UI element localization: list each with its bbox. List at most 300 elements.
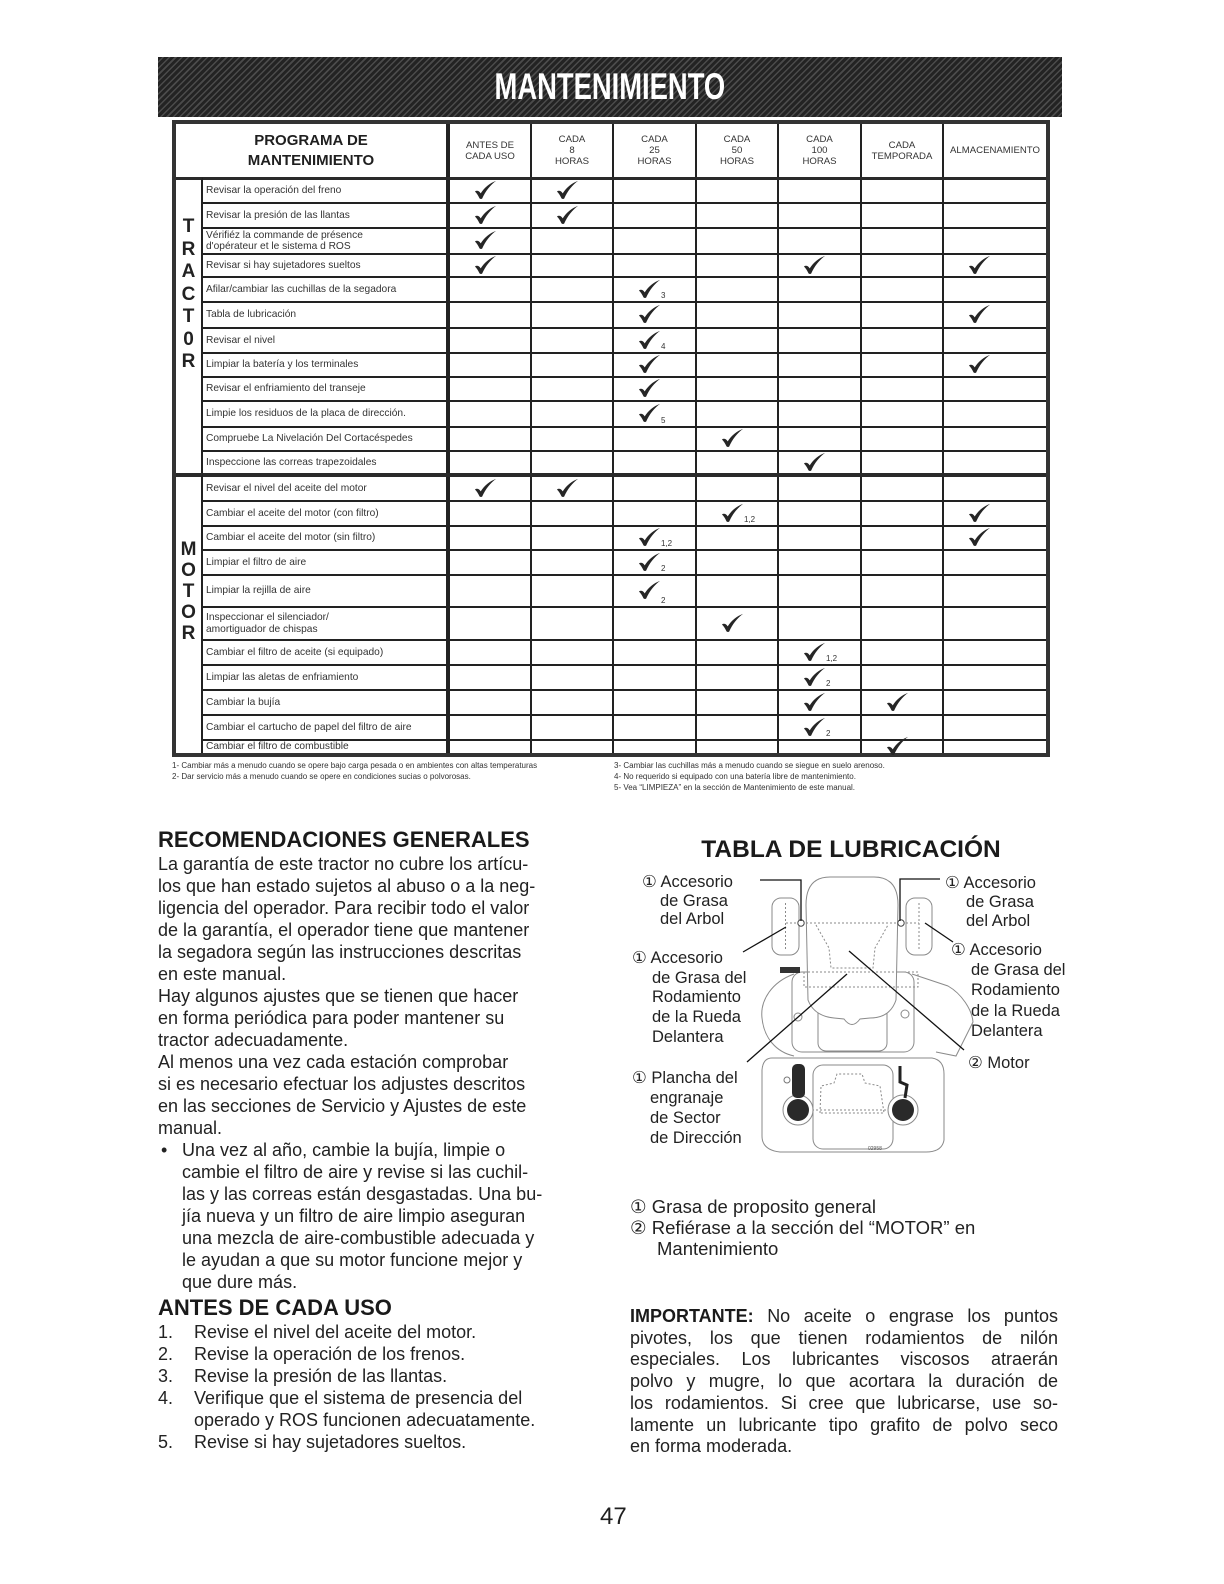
important-line [630, 1415, 1058, 1437]
check-footnote-ref: 2 [826, 729, 831, 738]
task-row [203, 606, 1046, 639]
bullet-text: que dure más. [182, 1272, 298, 1292]
check-icon [968, 503, 991, 523]
task-label [203, 204, 450, 227]
check-icon [721, 428, 744, 448]
footnote: 3- Cambiar las cuchillas más a menudo cuando se siegue en suelo arenoso. [614, 761, 885, 770]
callout-shaft-left [642, 873, 733, 929]
callout-text: Plancha del [651, 1069, 738, 1087]
interval-cell-cada25 [614, 354, 697, 376]
task-label-line: Inspeccionar el silenciador/ [206, 612, 329, 623]
interval-cell-cada25 [614, 303, 697, 327]
paragraph-line: tractor adecuadamente. [158, 1030, 349, 1050]
task-label [203, 428, 450, 450]
check-icon [968, 354, 991, 374]
task-label [203, 477, 450, 500]
check-icon [721, 503, 744, 523]
interval-cell-temporada [862, 180, 944, 202]
callout-line [632, 1068, 742, 1088]
interval-cell-almacenamiento [944, 576, 1046, 606]
grease-marker-icon: ① [945, 874, 960, 892]
task-label [203, 641, 450, 664]
interval-cell-antes [450, 666, 532, 689]
task-label-line: Cambiar la bujía [206, 696, 281, 708]
callout-line [642, 892, 733, 911]
interval-cell-cada8 [532, 255, 614, 276]
interval-cell-almacenamiento [944, 229, 1046, 253]
check-icon [638, 330, 661, 350]
column-header-line: CADA [723, 134, 751, 145]
interval-cell-almacenamiento [944, 255, 1046, 276]
task-label-line: Limpiar las aletas de enfriamiento [206, 671, 359, 683]
interval-cell-cada50 [697, 502, 779, 525]
interval-cell-cada8 [532, 551, 614, 574]
interval-cell-cada50 [697, 229, 779, 253]
column-header-cada100 [779, 124, 862, 177]
interval-cell-cada8 [532, 180, 614, 202]
task-label-line: Limpiar la rejilla de aire [206, 585, 311, 597]
bullet-line [158, 1205, 598, 1227]
check-footnote-ref: 5 [661, 416, 666, 425]
column-header-line: HORAS [637, 156, 672, 167]
important-label: IMPORTANTE: [630, 1306, 754, 1326]
column-header-line: ANTES DE [466, 139, 514, 151]
interval-cell-temporada [862, 204, 944, 227]
task-label [203, 255, 450, 276]
list-number: 1. [158, 1322, 174, 1342]
task-row [203, 352, 1046, 376]
interval-cell-cada50 [697, 641, 779, 664]
interval-cell-almacenamiento [944, 716, 1046, 739]
footnote: 5- Vea “LIMPIEZA” en la sección de Mantenimiento de este manual. [614, 783, 856, 792]
task-label [203, 502, 450, 525]
interval-cell-cada8 [532, 502, 614, 525]
interval-cell-cada25 [614, 608, 697, 639]
section-banner [158, 57, 1062, 117]
section-letter: C [181, 283, 196, 305]
task-label-line: amortiguador de chispas [206, 623, 318, 635]
important-text: especiales. Los lubricantes viscosos atraerán [630, 1349, 1058, 1370]
task-row [203, 574, 1046, 606]
check-footnote-ref: 2 [661, 596, 666, 605]
column-header-cada8 [532, 124, 614, 177]
column-header-line: 8 [569, 145, 575, 156]
interval-cell-cada50 [697, 255, 779, 276]
check-icon [474, 478, 497, 498]
interval-cell-temporada [862, 641, 944, 664]
rear-left-wheel [787, 1099, 809, 1121]
interval-cell-cada8 [532, 354, 614, 376]
interval-cell-cada25 [614, 378, 697, 400]
bullet-icon: • [161, 1140, 168, 1160]
callout-text: Delantera [971, 1021, 1043, 1040]
schedule-title [176, 124, 450, 177]
interval-cell-almacenamiento [944, 691, 1046, 714]
interval-cell-cada25 [614, 641, 697, 664]
task-label [203, 691, 450, 714]
interval-cell-cada100 [779, 329, 862, 352]
interval-cell-antes [450, 303, 532, 327]
check-icon [474, 205, 497, 225]
interval-cell-cada8 [532, 608, 614, 639]
interval-cell-cada50 [697, 180, 779, 202]
interval-cell-temporada [862, 527, 944, 549]
maintenance-schedule-table [172, 120, 1050, 757]
task-label [203, 278, 450, 301]
grease-marker-icon: ① [632, 1069, 647, 1087]
callout-line [632, 969, 746, 989]
section-letter: M [180, 539, 197, 560]
task-label [203, 303, 450, 327]
section-letter: 0 [183, 328, 194, 350]
task-label-line: Revisar la operación del freno [206, 185, 342, 197]
important-text: en forma moderada. [630, 1436, 793, 1457]
task-label-line: Cambiar el filtro de combustible [206, 741, 349, 753]
column-header-line: HORAS [554, 156, 590, 167]
recommendations-body [158, 853, 598, 1293]
interval-cell-antes [450, 551, 532, 574]
task-row [203, 327, 1046, 352]
paragraph-line: en este manual. [158, 964, 287, 984]
important-line [630, 1306, 1058, 1328]
task-row [203, 664, 1046, 689]
interval-cell-cada25 [614, 477, 697, 500]
schedule-footnotes-left [172, 760, 537, 782]
callout-text: de Grasa [660, 891, 728, 910]
list-item-line [158, 1431, 598, 1453]
interval-cell-antes [450, 180, 532, 202]
check-icon [556, 478, 579, 498]
interval-cell-cada50 [697, 666, 779, 689]
interval-cell-cada100 [779, 502, 862, 525]
list-number: 5. [158, 1432, 174, 1452]
grease-marker-icon: ② [968, 1054, 983, 1072]
callout-front-wheel-left [632, 949, 746, 1048]
interval-cell-temporada [862, 378, 944, 400]
interval-cell-almacenamiento [944, 402, 1046, 426]
legend-marker-icon: ① [630, 1196, 647, 1217]
interval-cell-cada50 [697, 428, 779, 450]
task-row [203, 500, 1046, 525]
check-icon [638, 527, 661, 547]
interval-cell-temporada [862, 741, 944, 753]
bullet-text: le ayudan a que su motor funcione mejor y [182, 1250, 523, 1270]
paragraph-line: ligencia del operador. Para recibir todo el valor [158, 898, 530, 918]
lubrication-legend [630, 1196, 975, 1259]
callout-line [632, 949, 746, 969]
interval-cell-almacenamiento [944, 452, 1046, 473]
interval-cell-cada8 [532, 378, 614, 400]
interval-cell-cada25 [614, 576, 697, 606]
section-label-motor [176, 473, 203, 753]
before-use-heading: ANTES DE CADA USO [158, 1295, 392, 1320]
interval-cell-antes [450, 278, 532, 301]
interval-cell-cada100 [779, 641, 862, 664]
column-header-line: 25 [649, 145, 660, 156]
callout-text: Delantera [652, 1027, 724, 1046]
paragraph-line: Al menos una vez cada estación comprobar [158, 1052, 509, 1072]
task-label-line: Revisar si hay sujetadores sueltos [206, 259, 361, 271]
interval-cell-almacenamiento [944, 551, 1046, 574]
list-number: 2. [158, 1344, 174, 1364]
callout-text: de Grasa del [652, 968, 747, 987]
task-label-line: Vérifiéz la commande de présence [206, 229, 363, 241]
check-footnote-ref: 2 [661, 564, 666, 573]
interval-cell-antes [450, 204, 532, 227]
list-item-line [158, 1365, 598, 1387]
paragraph-line: si es necesario efectuar los adjustes descritos [158, 1074, 526, 1094]
important-note [630, 1306, 1058, 1458]
check-icon [638, 552, 661, 572]
interval-cell-cada100 [779, 378, 862, 400]
interval-cell-almacenamiento [944, 477, 1046, 500]
task-row [203, 549, 1046, 574]
interval-cell-cada8 [532, 428, 614, 450]
interval-cell-antes [450, 477, 532, 500]
interval-cell-cada25 [614, 329, 697, 352]
callout-shaft-right [945, 874, 1036, 930]
interval-cell-cada8 [532, 527, 614, 549]
schedule-title-line: PROGRAMA DE [254, 131, 368, 149]
interval-cell-almacenamiento [944, 666, 1046, 689]
interval-cell-cada8 [532, 741, 614, 753]
callout-line [632, 1108, 742, 1128]
bullet-text: jía nueva y un filtro de aire limpio aseguran [182, 1206, 526, 1226]
interval-cell-antes [450, 452, 532, 473]
important-line [630, 1371, 1058, 1393]
important-line [630, 1349, 1058, 1371]
interval-cell-almacenamiento [944, 354, 1046, 376]
interval-cell-cada50 [697, 402, 779, 426]
task-row [203, 301, 1046, 327]
schedule-title-line: MANTENIMIENTO [247, 151, 375, 169]
interval-cell-temporada [862, 255, 944, 276]
interval-cell-cada25 [614, 402, 697, 426]
check-icon [556, 205, 579, 225]
callout-text: de Sector [650, 1109, 721, 1127]
column-header-antes [450, 124, 532, 177]
interval-cell-cada25 [614, 741, 697, 753]
interval-cell-cada100 [779, 402, 862, 426]
callout-text: del Arbol [966, 911, 1031, 930]
bullet-line [158, 1161, 598, 1183]
check-footnote-ref: 1,2 [826, 654, 838, 663]
list-item-line [158, 1387, 598, 1409]
interval-cell-cada50 [697, 452, 779, 473]
task-row [203, 714, 1046, 739]
list-item-text: Revise la presión de las llantas. [194, 1366, 448, 1386]
callout-front-wheel-right [951, 940, 1065, 1041]
interval-cell-antes [450, 608, 532, 639]
task-label-line: Cambiar el filtro de aceite (si equipado) [206, 646, 384, 658]
important-line [630, 1393, 1058, 1415]
callout-line [951, 1021, 1065, 1041]
important-text: lamente un lubricante tipo grafito de polvo seco [630, 1414, 1058, 1435]
front-left-wheel [772, 898, 799, 955]
task-label-line: Limpiar la batería y los terminales [206, 359, 359, 371]
callout-line [945, 874, 1036, 893]
check-footnote-ref: 1,2 [744, 515, 756, 524]
bullet-text: cambie el filtro de aire y revise si las cuchil- [182, 1162, 529, 1182]
interval-cell-almacenamiento [944, 204, 1046, 227]
interval-cell-cada8 [532, 666, 614, 689]
interval-cell-antes [450, 255, 532, 276]
check-icon [638, 378, 661, 398]
list-number: 3. [158, 1366, 174, 1386]
interval-cell-temporada [862, 666, 944, 689]
callout-text: Motor [987, 1054, 1030, 1072]
check-footnote-ref: 3 [661, 291, 666, 300]
check-icon [474, 230, 497, 250]
interval-cell-temporada [862, 329, 944, 352]
task-row [203, 525, 1046, 549]
task-label [203, 576, 450, 606]
check-icon [638, 279, 661, 299]
paragraph-line: Hay algunos ajustes que se tienen que hacer [158, 986, 519, 1006]
footnote: 1- Cambiar más a menudo cuando se opere bajo carga pesada o en ambientes con altas temperaturas [172, 761, 538, 770]
interval-cell-almacenamiento [944, 608, 1046, 639]
rear-right-wheel [892, 1099, 914, 1121]
task-row [203, 276, 1046, 301]
interval-cell-cada25 [614, 551, 697, 574]
callout-line [632, 1128, 742, 1148]
bullet-line [158, 1139, 598, 1161]
interval-cell-cada25 [614, 255, 697, 276]
interval-cell-cada100 [779, 741, 862, 753]
hood [806, 877, 898, 1025]
interval-cell-cada25 [614, 278, 697, 301]
interval-cell-cada8 [532, 576, 614, 606]
interval-cell-cada100 [779, 354, 862, 376]
section-letter: R [181, 623, 196, 644]
legend-marker-icon: ② [630, 1217, 647, 1238]
task-label [203, 329, 450, 352]
interval-cell-temporada [862, 402, 944, 426]
interval-cell-antes [450, 229, 532, 253]
task-label [203, 452, 450, 473]
column-header-line: CADA [806, 134, 833, 145]
legend-text: Mantenimiento [657, 1238, 779, 1259]
list-number: 4. [158, 1388, 174, 1408]
callout-line [968, 1053, 1030, 1073]
task-label-line: Afilar/cambiar las cuchillas de la segadora [206, 283, 397, 295]
interval-cell-cada100 [779, 278, 862, 301]
paragraph-line: la segadora según las instrucciones descritas [158, 942, 522, 962]
column-header-line: CADA [641, 134, 668, 145]
interval-cell-antes [450, 354, 532, 376]
task-label [203, 666, 450, 689]
column-header-line: ALMACENAMIENTO [950, 145, 1040, 156]
check-icon [803, 452, 826, 472]
interval-cell-almacenamiento [944, 180, 1046, 202]
callout-text: Rodamiento [971, 981, 1060, 1000]
interval-cell-cada8 [532, 204, 614, 227]
callout-text: Rodamiento [652, 988, 741, 1007]
column-header-line: TEMPORADA [871, 150, 933, 162]
interval-cell-cada8 [532, 477, 614, 500]
interval-cell-cada25 [614, 452, 697, 473]
task-row [203, 689, 1046, 714]
important-line [630, 1328, 1058, 1350]
interval-cell-cada100 [779, 576, 862, 606]
task-label-line: Cambiar el aceite del motor (con filtro) [206, 507, 379, 519]
interval-cell-antes [450, 576, 532, 606]
footnote: 4- No requerido si equipado con una batería libre de mantenimiento. [614, 772, 856, 781]
interval-cell-cada8 [532, 278, 614, 301]
task-label [203, 378, 450, 400]
interval-cell-antes [450, 378, 532, 400]
column-header-line: CADA [558, 134, 586, 145]
task-label-line: Tabla de lubricación [206, 309, 297, 321]
interval-cell-cada100 [779, 608, 862, 639]
column-header-line: 50 [731, 145, 743, 156]
list-item-line [158, 1409, 598, 1431]
interval-cell-cada50 [697, 303, 779, 327]
column-header-line: CADA [888, 139, 916, 151]
task-label-line: Limpiar el filtro de aire [206, 556, 307, 568]
section-letter: T [182, 216, 195, 237]
interval-cell-temporada [862, 303, 944, 327]
interval-cell-cada50 [697, 576, 779, 606]
left-lever [792, 1064, 805, 1098]
task-row [203, 426, 1046, 450]
callout-motor [968, 1053, 1030, 1073]
section-letter: O [181, 560, 196, 581]
task-label [203, 402, 450, 426]
interval-cell-cada8 [532, 452, 614, 473]
check-icon [474, 180, 497, 200]
interval-cell-cada50 [697, 608, 779, 639]
check-icon [886, 736, 909, 756]
interval-cell-cada100 [779, 477, 862, 500]
task-label-line: Compruebe La Nivelación Del Cortacéspedes [206, 433, 413, 445]
section-letter: R [181, 238, 196, 260]
check-icon [803, 692, 826, 712]
interval-cell-temporada [862, 428, 944, 450]
callout-line [951, 1001, 1065, 1021]
paragraph-line: La garantía de este tractor no cubre los artícu- [158, 854, 529, 874]
interval-cell-antes [450, 502, 532, 525]
interval-cell-cada50 [697, 741, 779, 753]
check-icon [968, 304, 991, 324]
task-label-line: Cambiar el cartucho de papel del filtro de aire [206, 721, 412, 733]
important-line [630, 1436, 1058, 1458]
check-icon [638, 354, 661, 374]
interval-cell-cada8 [532, 641, 614, 664]
interval-cell-antes [450, 329, 532, 352]
legend-line [630, 1217, 975, 1238]
task-label [203, 608, 450, 639]
interval-cell-cada25 [614, 716, 697, 739]
interval-cell-cada8 [532, 303, 614, 327]
interval-cell-cada25 [614, 428, 697, 450]
bullet-text: Una vez al año, cambie la bujía, limpie o [182, 1140, 506, 1160]
section-letter: T [182, 306, 195, 327]
task-label [203, 527, 450, 549]
interval-cell-cada100 [779, 229, 862, 253]
interval-cell-cada50 [697, 477, 779, 500]
grease-marker-icon: ① [632, 949, 647, 967]
interval-cell-cada25 [614, 527, 697, 549]
check-icon [638, 580, 661, 600]
interval-cell-temporada [862, 354, 944, 376]
column-header-almacenamiento [944, 124, 1046, 177]
column-header-cada50 [697, 124, 779, 177]
interval-cell-cada100 [779, 180, 862, 202]
figure-code: 02958 [868, 1146, 882, 1152]
interval-cell-cada100 [779, 255, 862, 276]
bullet-line [158, 1249, 598, 1271]
